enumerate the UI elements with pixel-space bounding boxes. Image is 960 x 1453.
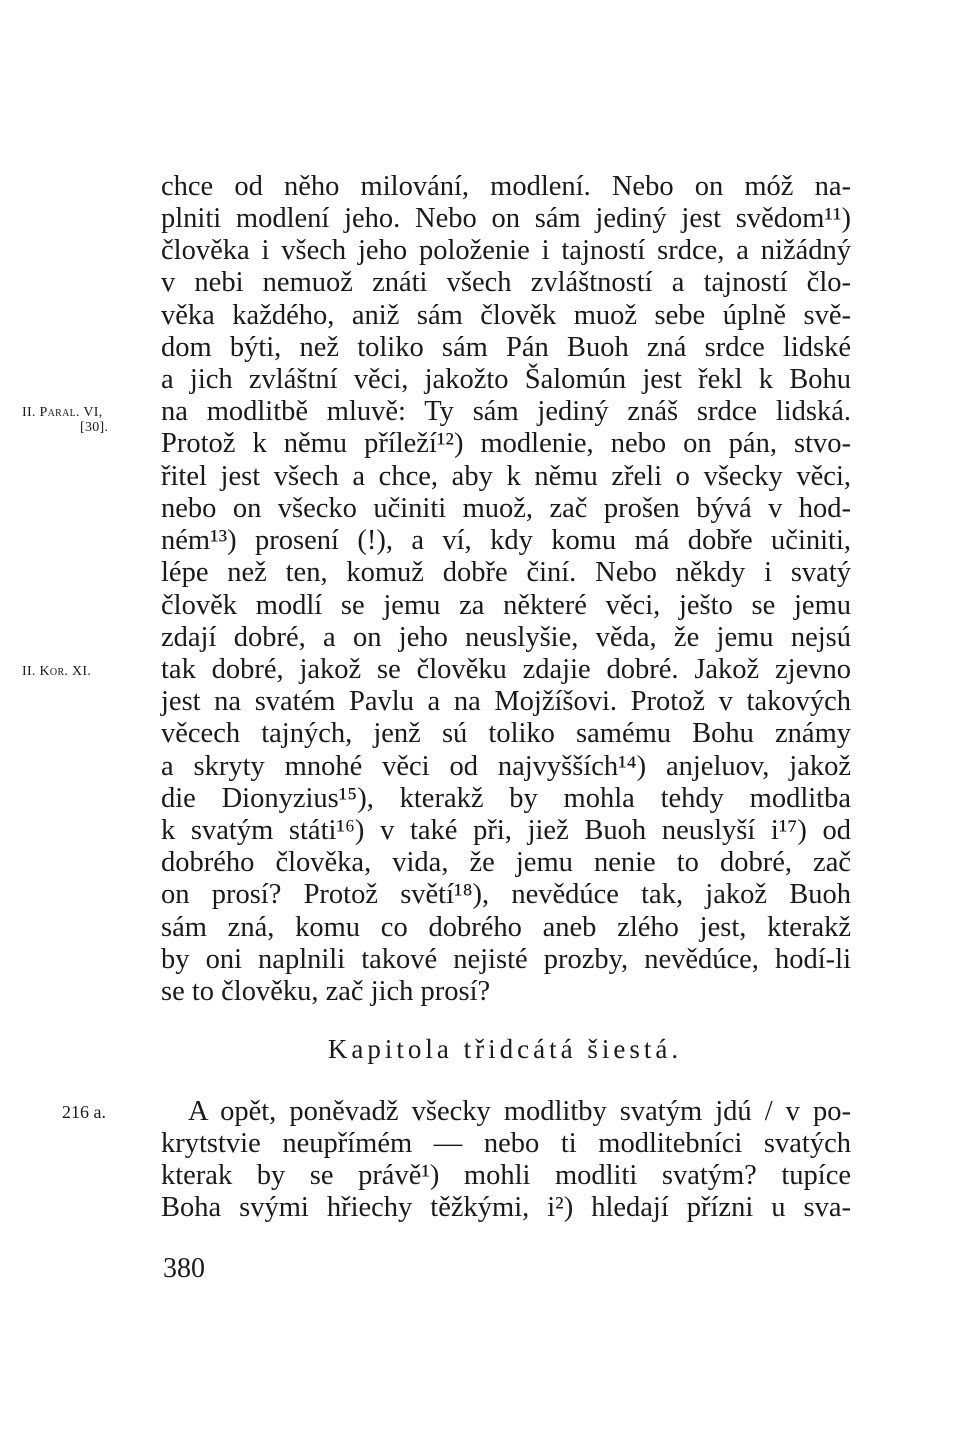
text-line: tak dobré, jakož se člověku zdajie dobré. Jakož zjevno — [161, 654, 851, 685]
text-line: zdají dobré, a on jeho neuslyšie, věda, že jemu nejsú — [161, 622, 851, 653]
text-line: by oni naplnili takové nejisté prozby, nevědúce, hodí-li — [161, 944, 851, 975]
marginal-reference: II. Kor. XI. — [22, 664, 92, 679]
text-line: se to člověku, zač jich prosí? — [161, 976, 491, 1007]
text-line: ném¹³) prosení (!), a ví, kdy komu má dobře učiniti, — [161, 525, 851, 556]
text-line: věcech tajných, jenž sú toliko samému Bohu známy — [161, 718, 851, 749]
text-line: k svatým státi¹⁶) v také při, jiež Buoh neuslyší i¹⁷) od — [161, 815, 851, 846]
text-line: on prosí? Protož světí¹⁸), nevědúce tak, jakož Buoh — [161, 879, 851, 910]
folio-marker: 216 a. — [62, 1102, 106, 1122]
page-number: 380 — [163, 1253, 205, 1284]
text-line: jest na svatém Pavlu a na Mojžíšovi. Protož v takových — [161, 686, 851, 717]
text-line: dobrého člověka, vida, že jemu nenie to dobré, zač — [161, 847, 851, 878]
text-line: nebo on všecko učiniti muož, zač prošen bývá v hod- — [161, 493, 851, 524]
text-line: člověk modlí se jemu za některé věci, ješto se jemu — [161, 590, 851, 621]
text-line: lépe než ten, komuž dobře činí. Nebo někdy i svatý — [161, 557, 851, 588]
text-line: kterak by se právě¹) mohli modliti svatým? tupíce — [161, 1160, 851, 1191]
chapter-heading: Kapitola třidcátá šiestá. — [327, 1034, 683, 1064]
text-line: řitel jest všech a chce, aby k němu zřeli o všecky věci, — [161, 461, 851, 492]
text-line: chce od něho milování, modlení. Nebo on móž na- — [161, 171, 851, 202]
text-line: v nebi nemuož znáti všech zvláštností a tajností člo- — [161, 267, 851, 298]
text-line: dom býti, než toliko sám Pán Buoh zná srdce lidské — [161, 332, 851, 363]
text-line: věka každého, aniž sám člověk muož sebe úplně svě- — [161, 300, 851, 331]
text-line: plniti modlení jeho. Nebo on sám jediný jest svědom¹¹) — [161, 203, 851, 234]
text-line: a jich zvláštní věci, jakožto Šalomún jest řekl k Bohu — [161, 364, 851, 395]
text-line: sám zná, komu co dobrého aneb zlého jest, kterakž — [161, 912, 851, 943]
text-line: Boha svými hřiechy těžkými, i²) hledají přízni u sva- — [161, 1192, 851, 1223]
text-line: Protož k němu příleží¹²) modlenie, nebo on pán, stvo- — [161, 428, 851, 459]
text-line: die Dionyzius¹⁵), kterakž by mohla tehdy modlitba — [161, 783, 851, 814]
text-line: na modlitbě mluvě: Ty sám jediný znáš srdce lidská. — [161, 396, 851, 427]
text-line: člověka i všech jeho položenie i tajností srdce, a nižádný — [161, 235, 851, 266]
text-line: krytstvie neupřímém — nebo ti modlitebníci svatých — [161, 1128, 851, 1159]
text-line: A opět, poněvadž všecky modlitby svatým jdú / v po- — [188, 1096, 851, 1127]
text-line: a skryty mnohé věci od najvyšších¹⁴) anjeluov, jakož — [161, 751, 851, 782]
marginal-reference: [30]. — [80, 420, 109, 435]
marginal-reference: II. Paral. VI, — [22, 405, 103, 420]
